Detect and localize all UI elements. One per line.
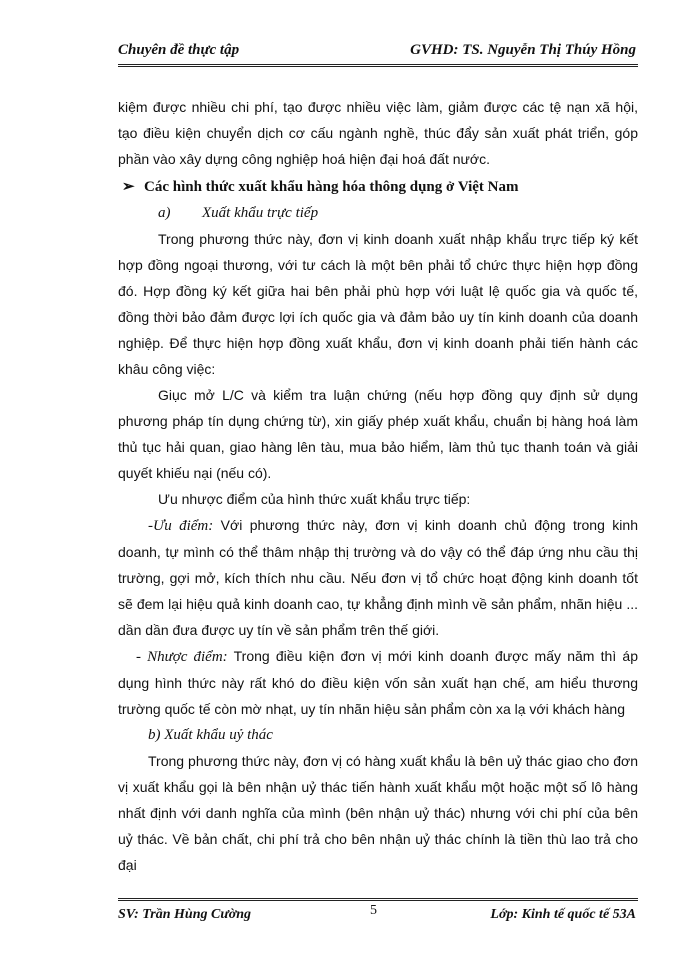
paragraph-advantages: [118, 512, 638, 643]
subheading-b: b) Xuất khẩu uỷ thác: [148, 727, 273, 743]
section-heading-text: Các hình thức xuất khẩu hàng hóa thông dụng ở Việt Nam: [144, 179, 519, 195]
section-heading: [118, 174, 638, 200]
paragraph-entrusted-export: Trong phương thức này, đơn vị có hàng xuất khẩu là bên uỷ thác giao cho đơn vị xuất khẩu gọi là bên nhận uỷ thác tiến hành xuất khẩu một hoặc một số lô hàng nhất định với danh nghĩa của mình (bên nhận uỷ thác) nhưng với chi phí của bên uỷ thác. Về bản chất, chi phí trả cho bên nhận uỷ thác chính là tiền thù lao trả cho đại: [118, 753, 638, 873]
page-number: 5: [370, 903, 377, 918]
document-body: [118, 94, 638, 878]
subheading-a: [118, 200, 638, 226]
subheading-a-title: Xuất khẩu trực tiếp: [202, 205, 319, 221]
subheading-a-letter: a): [158, 205, 171, 221]
footer-student: SV: Trần Hùng Cường: [118, 907, 251, 922]
paragraph-pros-cons-intro: Ưu nhược điểm của hình thức xuất khẩu trực tiếp:: [158, 491, 471, 507]
paragraph-disadvantages: [118, 643, 638, 722]
header-supervisor: GVHD: TS. Nguyễn Thị Thúy Hồng: [410, 42, 636, 58]
header-course-title: Chuyên đề thực tập: [118, 42, 240, 58]
page-footer: [118, 898, 638, 927]
page-header: [118, 40, 638, 67]
footer-class: Lớp: Kinh tế quốc tế 53A: [490, 907, 636, 922]
paragraph-intro-continued: kiệm được nhiều chi phí, tạo được nhiều việc làm, giảm được các tệ nạn xã hội, tạo điều kiện chuyển dịch cơ cấu ngành nghề, thúc đẩy sản xuất phát triển, góp phần vào xây dựng công nghiệp hoá hiện đại hoá đất nước.: [118, 99, 638, 167]
advantages-label: -Ưu điểm:: [148, 518, 214, 534]
arrow-bullet-icon: ➢: [122, 179, 135, 195]
paragraph-direct-export: Trong phương thức này, đơn vị kinh doanh xuất nhập khẩu trực tiếp ký kết hợp đồng ngoại thương, với tư cách là một bên phải tổ chức thực hiện hợp đồng đó. Hợp đồng ký kết giữa hai bên phải phù hợp với luật lệ quốc gia và quốc tế, đồng thời bảo đảm được lợi ích quốc gia và đảm bảo uy tín kinh doanh của doanh nghiệp. Để thực hiện hợp đồng xuất khẩu, đơn vị kinh doanh phải tiến hành các khâu công việc:: [118, 231, 638, 377]
advantages-text: Với phương thức này, đơn vị kinh doanh chủ động trong kinh doanh, tự mình có thể thâm nhập thị trường và do vậy có thể đáp ứng nhu cầu thị trường, gợi mở, kích thích nhu cầu. Nếu đơn vị tổ chức hoạt động kinh doanh tốt sẽ đem lại hiệu quả kinh doanh cao, tự khẳng định mình về sản phẩm, nhãn hiệu ... dần dần đưa được uy tín về sản phẩm trên thế giới.: [118, 517, 638, 638]
paragraph-procedures: Giục mở L/C và kiểm tra luận chứng (nếu hợp đồng quy định sử dụng phương pháp tín dụng chứng từ), xin giấy phép xuất khẩu, chuẩn bị hàng hoá làm thủ tục hải quan, giao hàng lên tàu, mua bảo hiểm, làm thủ tục thanh toán và giải quyết khiếu nại (nếu có).: [118, 387, 638, 481]
disadvantages-label: - Nhược điểm:: [136, 649, 228, 665]
disadvantages-text: Trong điều kiện đơn vị mới kinh doanh được mấy năm thì áp dụng hình thức này rất khó do điều kiện vốn sản xuất hạn chế, am hiểu thương trường quốc tế còn mờ nhạt, uy tín nhãn hiệu sản phẩm còn xa lạ với khách hàng: [118, 648, 639, 717]
